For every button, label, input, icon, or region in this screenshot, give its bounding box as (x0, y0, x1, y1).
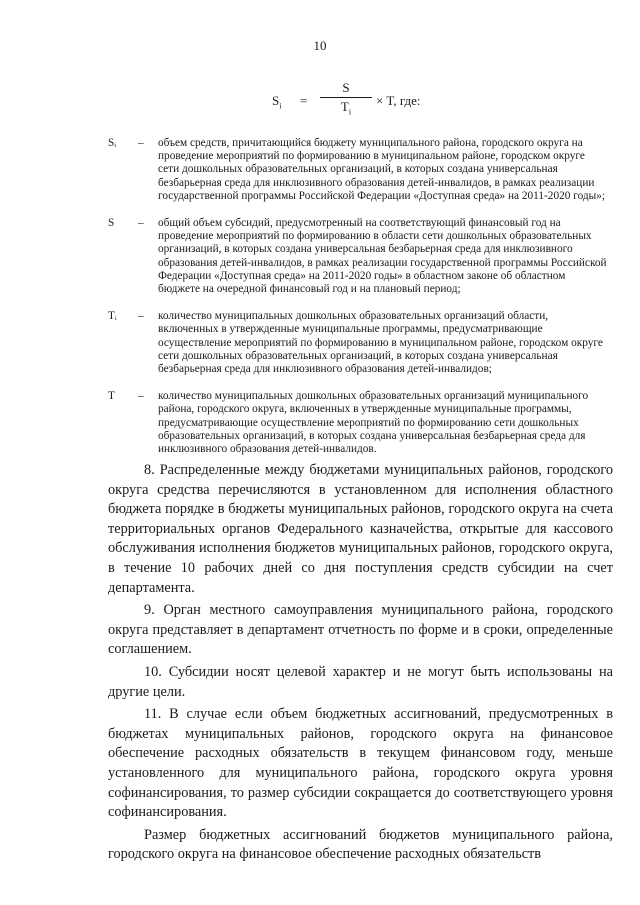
formula-numerator: S (342, 80, 350, 95)
fraction-bar (320, 97, 372, 98)
definition-item (108, 137, 608, 203)
page-number: 10 (313, 38, 327, 53)
formula-tail: × T, где: (376, 93, 421, 108)
definition-item (108, 310, 608, 376)
definition-dash: – (138, 217, 144, 230)
paragraph-10: 10. Субсидии носят целевой характер и не могут быть использованы на другие цели. (108, 663, 613, 700)
definition-text: объем средств, причитающийся бюджету муниципального района, городского округа на проведение мероприятий по формированию в муниципальном районе, городском округе сети дошкольных образовательных организаций, в которых создана универсальная безбарьерная среда для инклюзивного образования детей-инвалидов, в рамках реализации государственной программы Российской Федерации «Доступная среда» на 2011-2020 годы»; (158, 137, 606, 202)
definition-symbol: Sᵢ (108, 137, 117, 149)
definition-item (108, 390, 608, 456)
definition-symbol: S (108, 217, 115, 230)
main-text (108, 461, 613, 868)
definition-dash: – (138, 390, 144, 403)
paragraph-budget-size: Размер бюджетных ассигнований бюджетов муниципального района, городского округа на финансовое обеспечение расходных обязательств (108, 826, 613, 863)
formula-lhs: $S_i$ (272, 93, 282, 111)
definition-text: общий объем субсидий, предусмотренный на соответствующий финансовый год на проведение мероприятий по формированию в области сети дошкольных образовательных организаций, в которых создана универсальная безбарьерная среда для инклюзивного образования детей-инвалидов, в рамках реализации государственной программы Российской Федерации «Доступная среда» на 2011-2020 годы» в областном законе об областном бюджете на очередной финансовый год и на плановый период; (158, 217, 607, 296)
definition-symbol: T (108, 390, 115, 403)
definition-item (108, 217, 608, 296)
formula-fraction (320, 80, 372, 117)
definition-dash: – (138, 310, 144, 323)
paragraph-8: 8. Распределенные между бюджетами муниципальных районов, городского округа средства перечисляются в установленном для исполнения областного бюджета порядке в бюджеты муниципальных районов, городского округа на счета территориальных органов Федерального казначейства, открытые для кассового обслуживания исполнения бюджетов муниципальных районов, городского округа, в течение 10 рабочих дней со дня поступления средств субсидии на счет департамента. (108, 462, 613, 596)
definition-text: количество муниципальных дошкольных образовательных организаций муниципального района, городского округа, включенных в утвержденные муниципальные программы, предусматривающие осуществление мероприятий по формированию сети дошкольных образовательных организаций, в которых создана универсальная безбарьерная среда для инклюзивного образования детей-инвалидов. (158, 390, 589, 456)
paragraph-9: 9. Орган местного самоуправления муниципального района, городского округа представляет в департамент отчетность по форме и в сроки, определенные соглашением. (108, 602, 613, 658)
definition-symbol: Tᵢ (108, 310, 117, 323)
definition-text: количество муниципальных дошкольных образовательных организаций области, включенных в утвержденные муниципальные программы, предусматривающие осуществление мероприятий по формированию в муниципальном районе, городском округе сети дошкольных образовательных организаций, в которых создана универсальная безбарьерная среда для инклюзивного образования детей-инвалидов; (158, 310, 603, 376)
definition-dash: – (138, 137, 144, 149)
formula-equals: = (300, 93, 308, 108)
paragraph-11: 11. В случае если объем бюджетных ассигнований, предусмотренных в бюджетах муниципальных районов, городского округа на финансовое обеспечение расходных обязательств в текущем финансовом году, меньше установленного для муниципального района, городского округа уровня софинансирования, то размер субсидии сокращается до соответствующего уровня софинансирования. (108, 706, 613, 821)
definitions-list (108, 137, 608, 470)
formula-denominator: $T_i$ (340, 99, 352, 117)
